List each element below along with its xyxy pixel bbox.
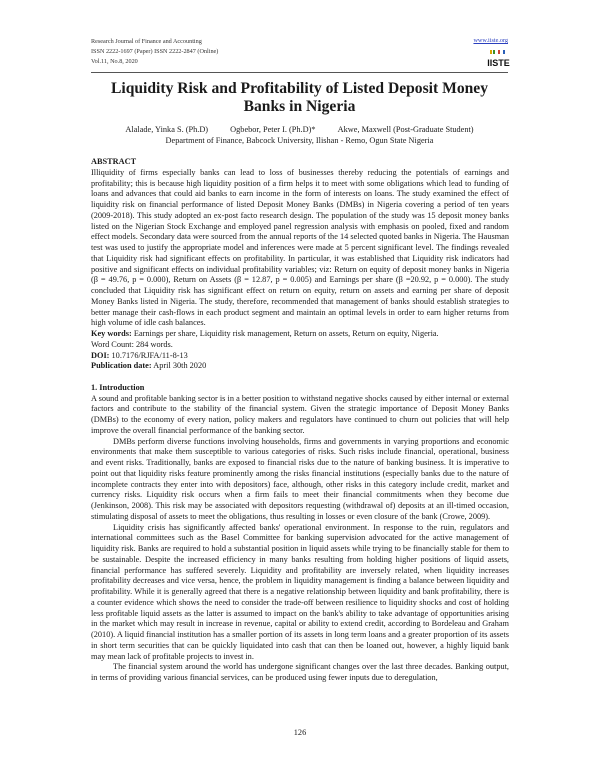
svg-text:IISTE: IISTE — [487, 58, 510, 68]
author-2: Ogbebor, Peter I. (Ph.D)* — [230, 125, 316, 134]
intro-paragraph: DMBs perform diverse functions involving households, firms and governments in varying proportions and economic environments that make them susceptible to various categories of risks. Such risks include financial, operational, business and event risks. Traditionally, banks are exposed to financial risks due to the nature of banking business. It is imperative to point out that liquidity risks feature prominently among the risks financial institutions (especially banks due to the nature of incomplete contracts they enter into with depositors) face, although, other risks in this category include credit, market and currency risks. Liquidity risk occurs when a firm fails to meet their financial commitments when they become due (Jenkinson, 2008). This risk may be associated with depositors requesting (withdrawal of) deposits at an ill-timed occasion, stimulating disposal of assets to meet the obligations, thus resulting in losses or even closure of the bank (Crowe, 2009). — [91, 436, 509, 521]
intro-paragraph: Liquidity crisis has significantly affected banks' operational environment. In response to the ruin, regulators and international committees such as the Basel Committee for banking supervision advocated for the active management of liquidity risk. Banks are required to hold a substantial position in liquid assets while trying to be financially stable for them to be sustainable. Despite the increased efficiency in many banks resulting from holding higher positions of liquid assets, financial performance has suffered severely. Liquidity and profitability are inversely related, when liquidity increases profitability decreases and vice versa, hence, the problem in liquidity management is finding a balance between liquidity and profitability. While it is generally agreed that there is a negative relationship between liquidity and bank profitability, there is a counter evidence which shows the need to consider the trade-off between resilience to liquidity shocks and cost of holding less profitable liquid assets as the latter is assumed to impact on the bank's ability to take advantage of opportunities arising in the market which may result in increase in revenue, capital or ability to extend credit, according to Bordeleau and Graham (2010). A liquid financial institution has a smaller portion of its assets in long term loans and a greater proportion of its assets in short term securities that can be quickly liquidated into cash that can then be loaned out, however, a highly liquid bank may mean lack of profitable projects to invest in. — [91, 522, 509, 661]
iiste-logo-icon — [489, 49, 508, 69]
journal-volume: Vol.11, No.8, 2020 — [91, 58, 138, 65]
intro-paragraph: The financial system around the world has undergone significant changes over the last three decades. Banking output, in terms of providing various financial services, can be produced using fewer inputs due to deregulation, — [91, 662, 509, 682]
intro-paragraph: A sound and profitable banking sector is in a better position to withstand negative shocks caused by either internal or external factors and contribute to the stability of the financial system. Given the strategic importance of Deposit Money Banks (DMBs) to the economy of every nation, policy makers and regulators have continued to churn out policies that will help improve the overall financial performance of the banking sector. — [91, 393, 509, 435]
journal-header — [91, 37, 218, 67]
keywords-label: Key words: — [91, 329, 132, 338]
keywords-text: Earnings per share, Liquidity risk management, Return on assets, Return on equity, Nigeria. — [133, 329, 439, 338]
publication-date — [91, 361, 509, 372]
header-divider — [91, 72, 508, 73]
doi-value: 10.7176/RJFA/11-8-13 — [111, 350, 188, 360]
doi — [91, 351, 509, 362]
journal-name: Research Journal of Finance and Accounting — [91, 38, 202, 45]
abstract-heading: ABSTRACT — [91, 157, 137, 166]
word-count: Word Count: 284 words. — [91, 339, 173, 349]
abstract-text: Illiquidity of firms especially banks can lead to loss of businesses thereby reducing the potentials of earnings and profitability; this is because high liquidity position of a firm helps it to meet with some obligations which lead to funding of loans and advances that could aid banks to earn income in the form of interests on loans. The study examined the effect of liquidity risk on financial performance of listed Deposit Money Banks (DMBs) in Nigeria covering a period of ten years (2009-2018). This study adopted an ex-post facto research design. The population of the study was 15 deposit money banks listed on the Nigerian Stock Exchange and employed panel regression analysis with emphasis on pooled, fixed and random effect models. Secondary data were sourced from the annual reports of the 14 selected quoted banks in Nigeria. The Hausman test was used to justify the appropriate model and inferences were made at 5 percent significant level. The findings revealed that Liquidity risk had significant effects on profitability. In particular, it was established that Liquidity risk indicators had positive and significant effects on individual profitability variables; viz: Return on equity of deposit money banks in Nigeria (β = 49.76, p = 0.000), Return on Assets (β = 12.87, p = 0.005) and Earnings per share (β =20.92, p = 0.000). The study concluded that Liquidity risk has significant effect on return on equity, return on assets and earning per share of deposit Money Banks listed in Nigeria. The study, therefore, recommended that management of banks should establish strategies to better manage their cash-flows in each product segment and maintain an optimal levels in order to earn higher returns from high volume of idle cash balances. — [91, 167, 509, 328]
keywords — [91, 329, 509, 340]
journal-issn: ISSN 2222-1697 (Paper) ISSN 2222-2847 (Online) — [91, 48, 219, 55]
author-1: Alalade, Yinka S. (Ph.D) — [125, 125, 209, 134]
page-number: 126 — [293, 728, 307, 737]
pubdate-label: Publication date: — [91, 361, 152, 371]
author-block — [91, 124, 508, 146]
paper-title: Liquidity Risk and Profitability of Listed Deposit Money Banks in Nigeria — [110, 80, 489, 115]
pubdate-value: April 30th 2020 — [153, 361, 207, 371]
introduction-heading: 1. Introduction — [91, 382, 145, 392]
paper-body — [91, 157, 509, 684]
journal-url-link[interactable]: www.iiste.org — [473, 37, 508, 44]
doi-label: DOI: — [91, 350, 110, 360]
author-3: Akwe, Maxwell (Post-Graduate Student) — [337, 125, 474, 134]
affiliation: Department of Finance, Babcock University, Ilishan - Remo, Ogun State Nigeria — [165, 136, 434, 145]
